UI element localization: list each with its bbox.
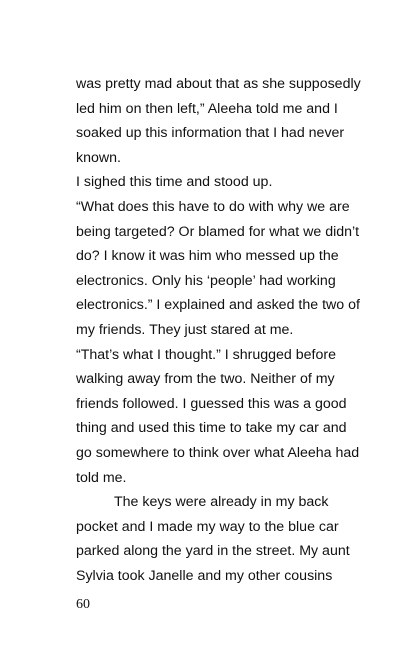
text-line-indented: The keys were already in my back xyxy=(114,494,329,511)
text-line: thing and used this time to take my car and xyxy=(76,420,347,437)
text-line: go somewhere to think over what Aleeha had xyxy=(76,444,360,461)
text-line: “That’s what I thought.” I shrugged before xyxy=(76,346,336,363)
text-line: “What does this have to do with why we are xyxy=(76,198,350,215)
text-line: my friends. They just stared at me. xyxy=(76,321,294,338)
body-text xyxy=(76,72,386,588)
text-line: being targeted? Or blamed for what we didn’t xyxy=(76,223,360,240)
text-line: electronics. Only his ‘people’ had working xyxy=(76,272,336,289)
text-line: pocket and I made my way to the blue car xyxy=(76,518,339,535)
text-line: do? I know it was him who messed up the xyxy=(76,248,339,265)
page-number: 60 xyxy=(76,597,90,612)
text-line: told me. xyxy=(76,469,127,486)
text-line: I sighed this time and stood up. xyxy=(76,174,273,191)
text-line: electronics.” I explained and asked the two of xyxy=(76,297,360,314)
text-line: Sylvia took Janelle and my other cousins xyxy=(76,567,333,584)
text-line: friends followed. I guessed this was a good xyxy=(76,395,347,412)
text-line: was pretty mad about that as she supposedly xyxy=(76,76,361,92)
text-line: walking away from the two. Neither of my xyxy=(76,371,335,388)
text-line: soaked up this information that I had never xyxy=(76,125,345,142)
text-line: known. xyxy=(76,149,121,166)
text-line: parked along the yard in the street. My aunt xyxy=(76,543,350,560)
text-line: led him on then left,” Aleeha told me and I xyxy=(76,100,338,117)
